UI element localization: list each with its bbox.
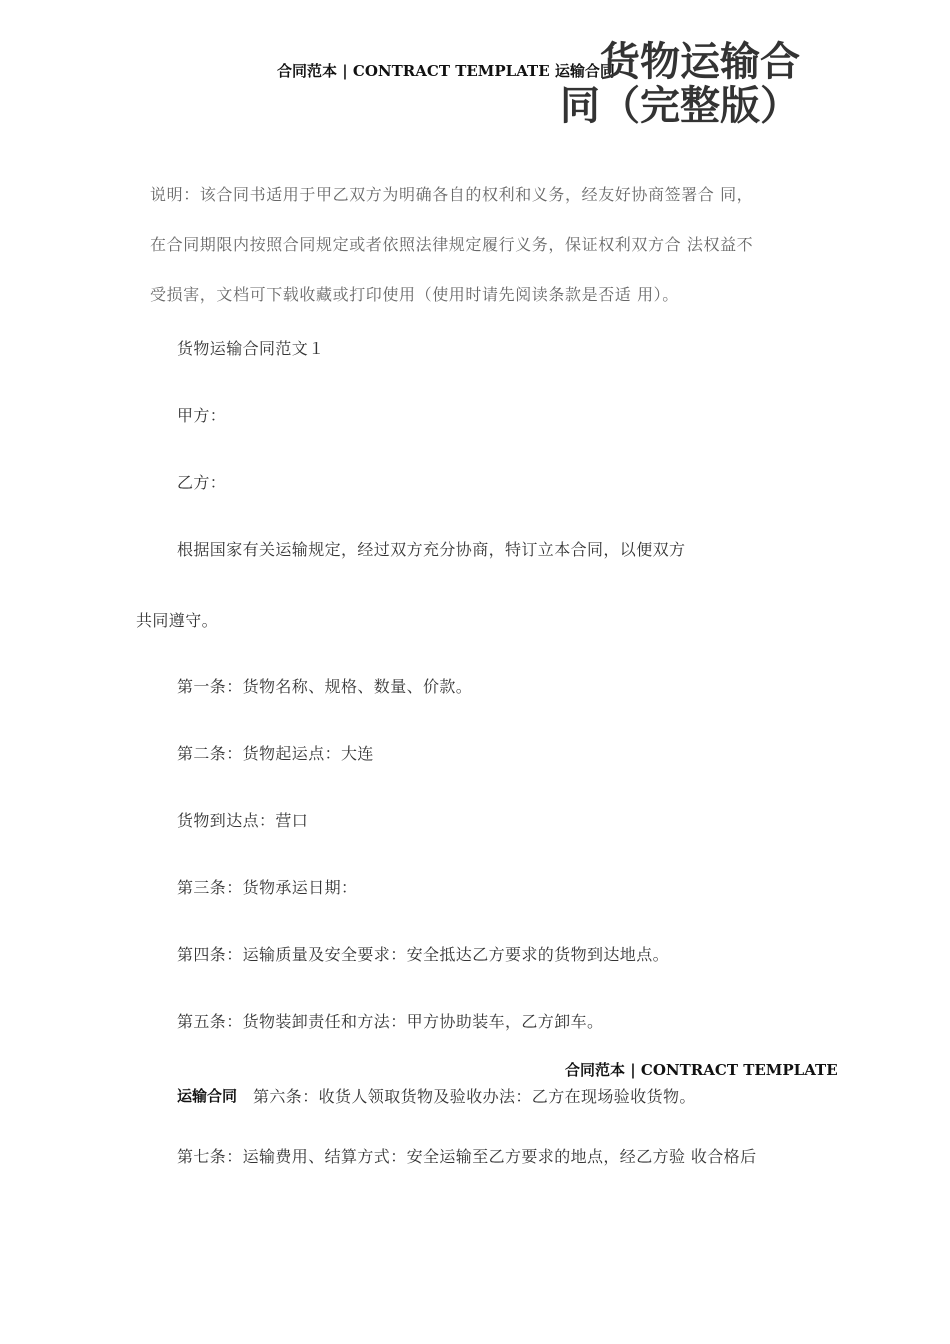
header-tag: 合同范本 | CONTRACT TEMPLATE 运输合同: [277, 62, 615, 80]
article-6: 第六条：收货人领取货物及验收办法：乙方在现场验收货物。: [253, 1087, 696, 1106]
intro-line-1: 说明：该合同书适用于甲乙双方为明确各自的权利和义务，经友好协商签署合 同，: [150, 185, 754, 204]
document-title-line2: 同（完整版）: [560, 83, 800, 129]
article-4: 第四条：运输质量及安全要求：安全抵达乙方要求的货物到达地点。: [177, 945, 670, 964]
article-2: 第二条：货物起运点：大连: [177, 744, 374, 763]
article-5: 第五条：货物装卸责任和方法：甲方协助装车，乙方卸车。: [177, 1012, 604, 1031]
preamble-line-1: 根据国家有关运输规定，经过双方充分协商，特订立本合同，以便双方: [177, 540, 686, 559]
article-7: 第七条：运输费用、结算方式：安全运输至乙方要求的地点，经乙方验 收合格后: [177, 1147, 757, 1166]
page-running-header-label: 运输合同: [177, 1087, 238, 1105]
page-running-header: 合同范本 | CONTRACT TEMPLATE: [565, 1061, 838, 1079]
document-title-line1: 货物运输合: [600, 39, 800, 85]
party-b: 乙方：: [177, 473, 227, 492]
intro-line-2: 在合同期限内按照合同规定或者依照法律规定履行义务，保证权利双方合 法权益不: [150, 235, 754, 254]
party-a: 甲方：: [177, 406, 227, 425]
article-1: 第一条：货物名称、规格、数量、价款。: [177, 677, 473, 696]
article-3: 第三条：货物承运日期：: [177, 878, 358, 897]
preamble-line-2: 共同遵守。: [136, 611, 219, 630]
sample-title: 货物运输合同范文１: [177, 339, 325, 358]
intro-line-3: 受损害，文档可下载收藏或打印使用（使用时请先阅读条款是否适 用）。: [150, 285, 679, 304]
destination: 货物到达点：营口: [177, 811, 309, 830]
